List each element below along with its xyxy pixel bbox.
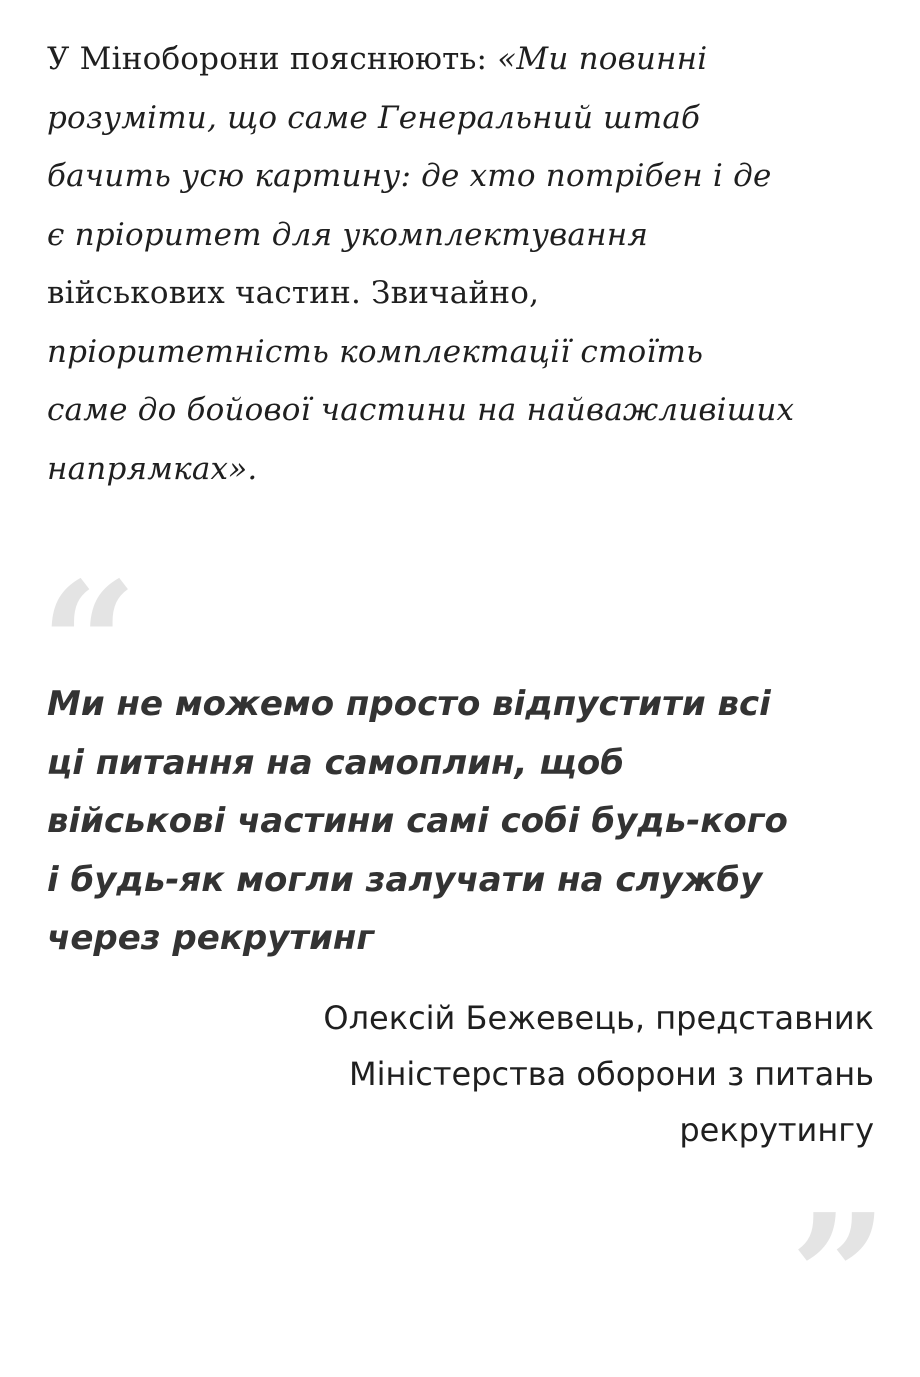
attribution-line: рекрутингу [679, 1111, 874, 1149]
pull-quote-line: через рекрутинг [47, 918, 375, 958]
paragraph-line: розуміти, що саме Генеральний штаб [47, 99, 701, 136]
paragraph-line: пріоритетність комплектації стоїть [47, 333, 704, 370]
article-paragraph [47, 30, 897, 498]
paragraph-lead-text: У Міноборони пояснюють: [47, 41, 498, 77]
paragraph-line: є пріоритет для укомплектування [47, 216, 649, 253]
pull-quote-line: ці питання на самоплин, щоб [47, 742, 624, 783]
paragraph-line: бачить усю картину: де хто потрібен і де [47, 158, 772, 194]
pull-quote-line: військові частини самі собі будь-кого [47, 801, 788, 841]
paragraph-line: військових частин. Звичайно, [47, 275, 540, 311]
paragraph-line: саме до бойової частини на найважливіших [47, 392, 795, 428]
pull-quote-line: і будь-як могли залучати на службу [47, 859, 763, 900]
attribution-line: Олексій Бежевець, представник [323, 999, 874, 1037]
open-quote-icon: “ [40, 545, 138, 745]
paragraph-line: напрямках». [47, 450, 258, 487]
pull-quote [47, 675, 887, 968]
pull-quote-line: Ми не можемо просто відпустити всі [47, 684, 771, 724]
paragraph-line [47, 30, 897, 89]
close-quote-icon: ” [790, 1177, 888, 1377]
quote-attribution [74, 990, 874, 1158]
paragraph-quote-start: «Ми повинні [497, 41, 708, 77]
attribution-line: Міністерства оборони з питань [348, 1055, 874, 1093]
